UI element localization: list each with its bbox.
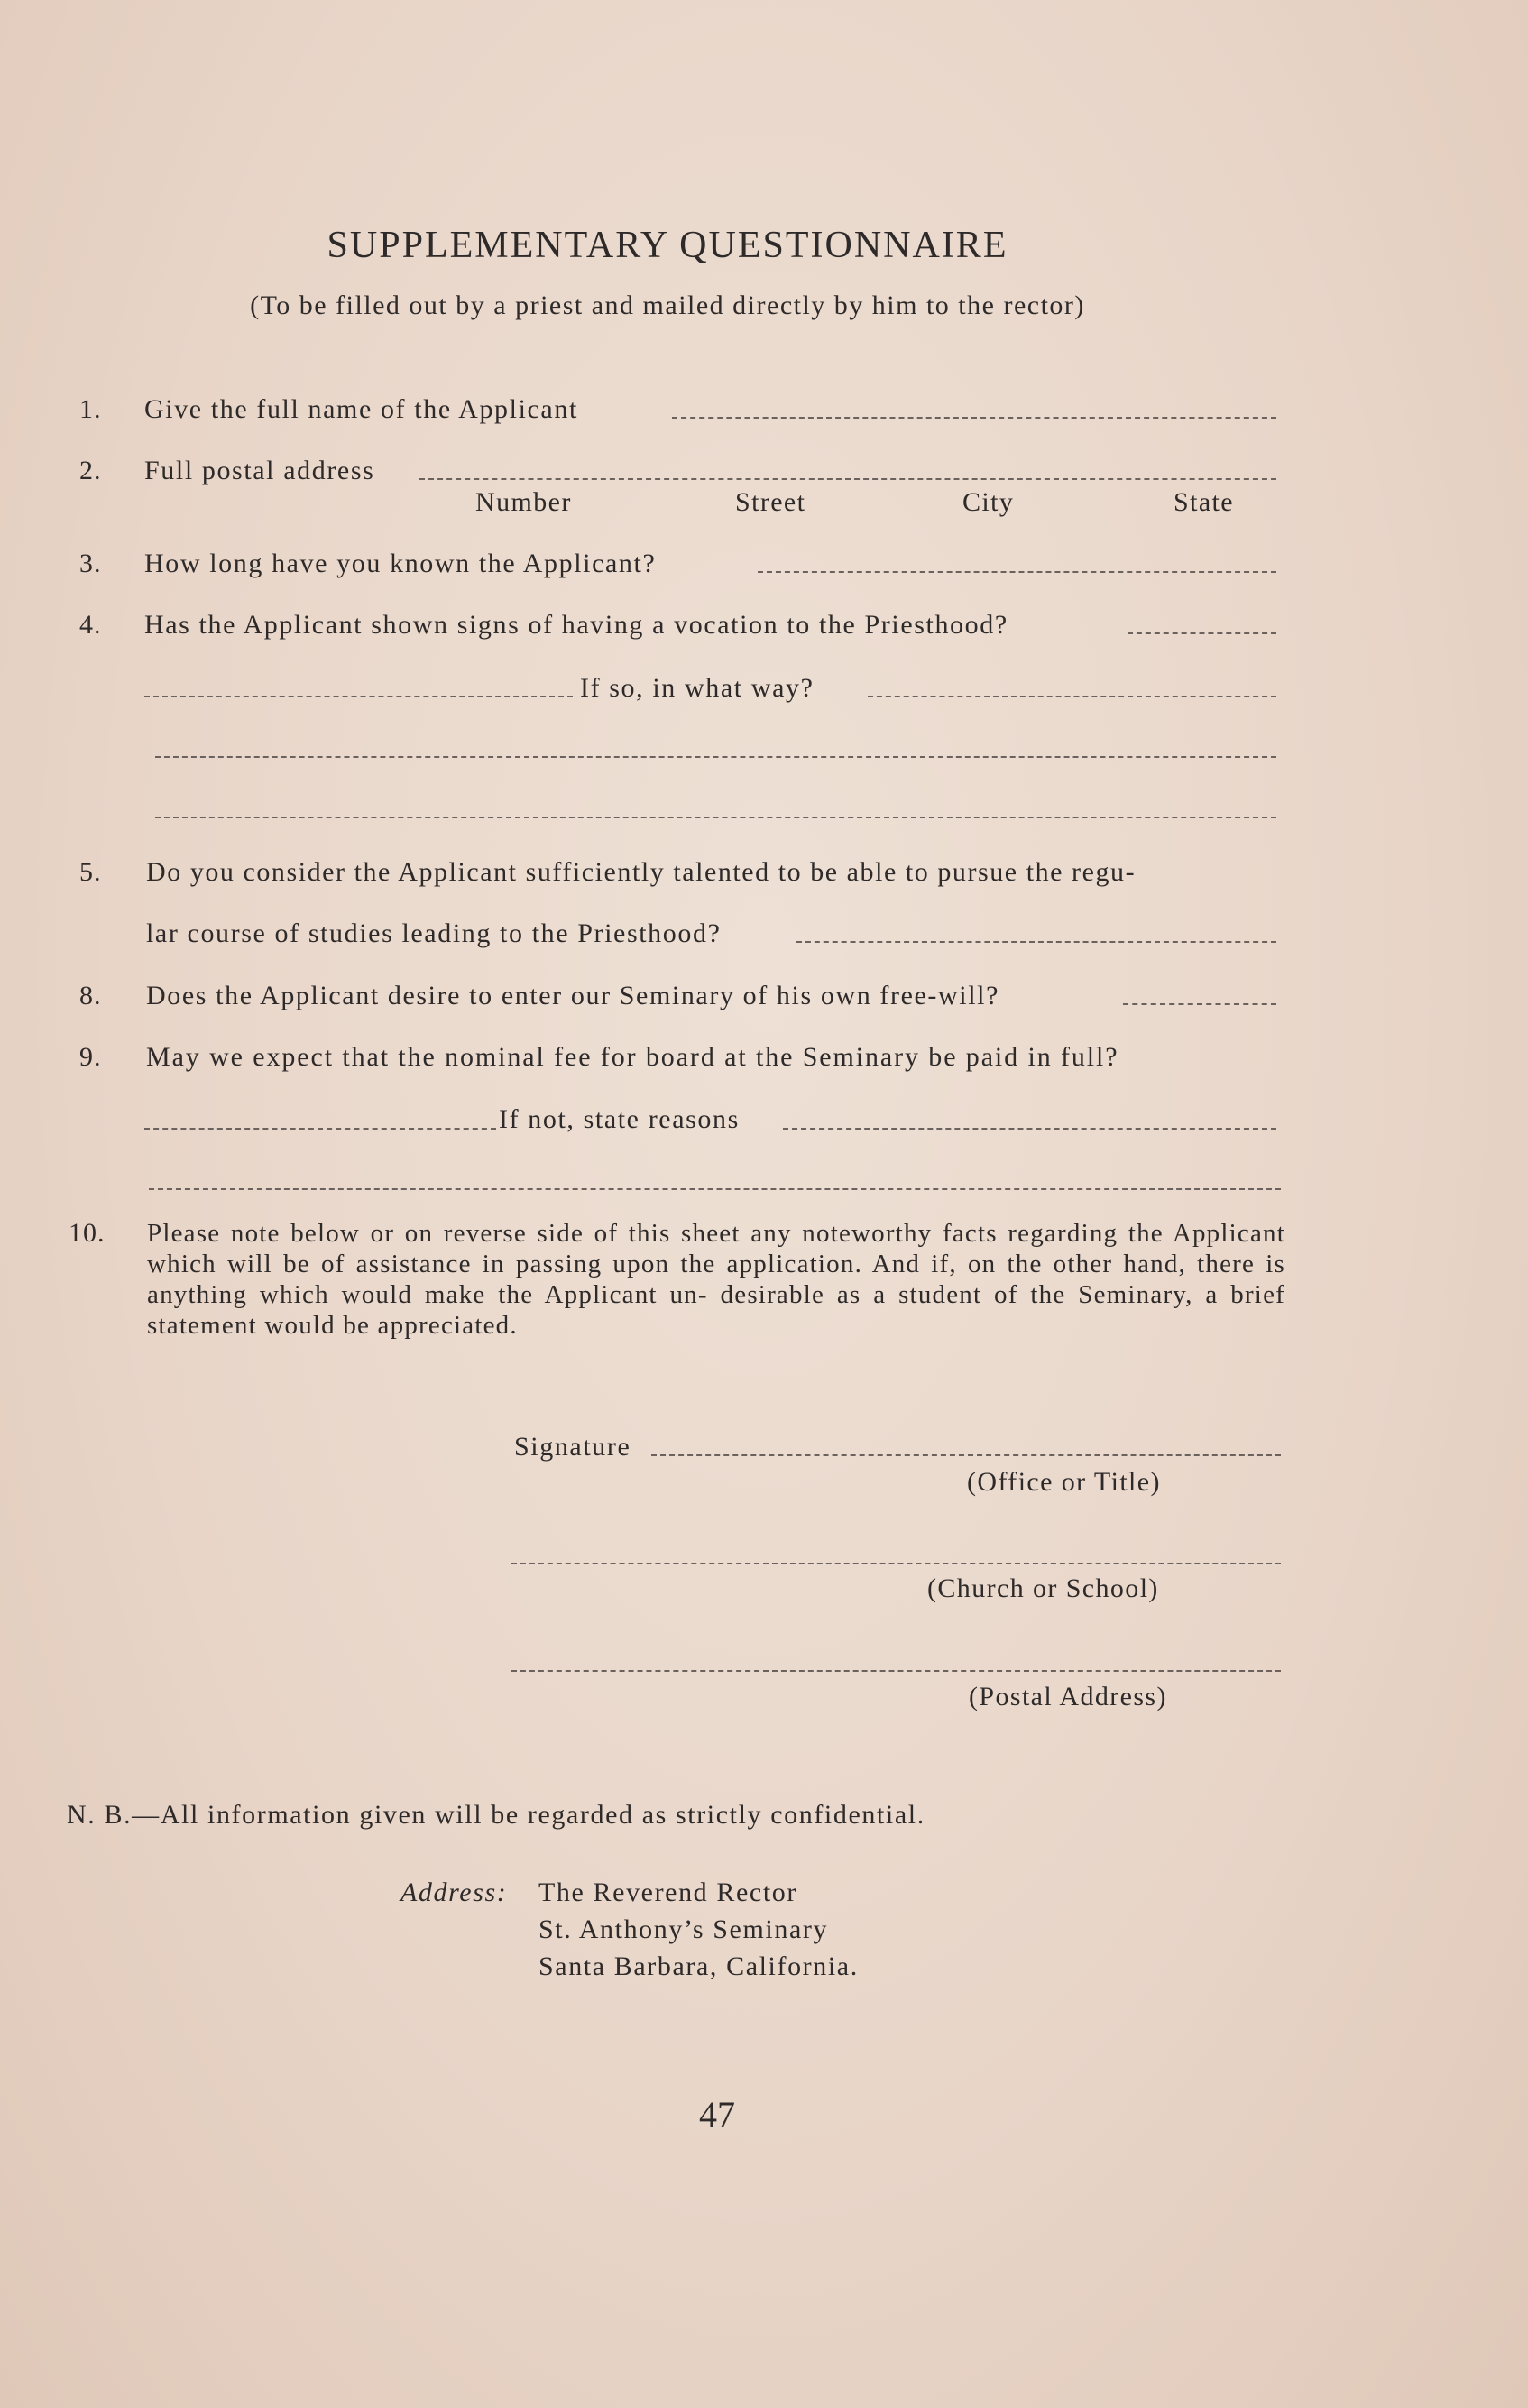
q9-followup-label: If not, state reasons bbox=[499, 1104, 740, 1134]
signature-label: Signature bbox=[514, 1432, 631, 1462]
q10-text: Please note below or on reverse side of this sheet any noteworthy facts regarding the Applicant which will be of assistance in passing upon the application. And if, on the other hand, there is anything which would make the Applicant un- desirable as a student of the Seminary, a brief statement would be appreciated. bbox=[147, 1219, 1285, 1340]
q4-extra-line-2[interactable] bbox=[155, 817, 1276, 818]
address-label: Address: bbox=[400, 1878, 508, 1907]
postal-address-caption: (Postal Address) bbox=[969, 1682, 1167, 1711]
page-title: SUPPLEMENTARY QUESTIONNAIRE bbox=[327, 225, 1008, 266]
q1-answer-line[interactable] bbox=[672, 417, 1276, 419]
q1-number: 1. bbox=[79, 394, 102, 424]
address-line-1: The Reverend Rector bbox=[538, 1878, 797, 1907]
page-subtitle: (To be filled out by a priest and mailed directly by him to the rector) bbox=[250, 291, 1085, 320]
q2-label: Full postal address bbox=[144, 456, 375, 485]
q10-number: 10. bbox=[69, 1218, 106, 1248]
q9-label: May we expect that the nominal fee for board at the Seminary be paid in full? bbox=[146, 1042, 1119, 1072]
q2-col-city: City bbox=[962, 487, 1015, 517]
q3-answer-line[interactable] bbox=[758, 571, 1276, 573]
q2-number: 2. bbox=[79, 456, 102, 485]
q2-col-state: State bbox=[1174, 487, 1234, 517]
q2-answer-line[interactable] bbox=[419, 478, 1276, 480]
signature-line[interactable] bbox=[651, 1454, 1281, 1456]
page-number: 47 bbox=[699, 2094, 735, 2135]
q2-col-number: Number bbox=[475, 487, 572, 517]
q8-number: 8. bbox=[79, 981, 102, 1010]
q4-followup-line[interactable] bbox=[868, 696, 1276, 697]
q4-number: 4. bbox=[79, 610, 102, 640]
q9-number: 9. bbox=[79, 1042, 102, 1072]
address-line-2: St. Anthony’s Seminary bbox=[538, 1914, 829, 1944]
church-school-line[interactable] bbox=[511, 1563, 1281, 1564]
q4-answer-line-2[interactable] bbox=[144, 696, 573, 697]
q1-label: Give the full name of the Applicant bbox=[144, 394, 578, 424]
q8-answer-line[interactable] bbox=[1123, 1003, 1276, 1005]
q3-number: 3. bbox=[79, 549, 102, 578]
q5-number: 5. bbox=[79, 857, 102, 887]
q3-label: How long have you known the Applicant? bbox=[144, 549, 657, 578]
office-title-caption: (Office or Title) bbox=[967, 1467, 1161, 1497]
q4-extra-line-1[interactable] bbox=[155, 756, 1276, 758]
q2-col-street: Street bbox=[735, 487, 806, 517]
q5-label-line1: Do you consider the Applicant sufficiently talented to be able to pursue the regu- bbox=[146, 857, 1137, 887]
q9-answer-line[interactable] bbox=[144, 1128, 496, 1130]
address-line-3: Santa Barbara, California. bbox=[538, 1951, 859, 1981]
q9-followup-line[interactable] bbox=[783, 1128, 1276, 1130]
postal-address-line[interactable] bbox=[511, 1670, 1281, 1672]
q4-label: Has the Applicant shown signs of having a vocation to the Priesthood? bbox=[144, 610, 1008, 640]
q8-label: Does the Applicant desire to enter our Seminary of his own free-will? bbox=[146, 981, 999, 1010]
q5-answer-line[interactable] bbox=[796, 941, 1276, 943]
q9-extra-line[interactable] bbox=[149, 1188, 1281, 1190]
confidentiality-note: N. B.—All information given will be regarded as strictly confidential. bbox=[67, 1800, 925, 1830]
q5-label-line2: lar course of studies leading to the Priesthood? bbox=[146, 918, 722, 948]
church-school-caption: (Church or School) bbox=[927, 1573, 1159, 1603]
q4-followup-label: If so, in what way? bbox=[580, 673, 815, 703]
q4-answer-line[interactable] bbox=[1128, 632, 1276, 634]
